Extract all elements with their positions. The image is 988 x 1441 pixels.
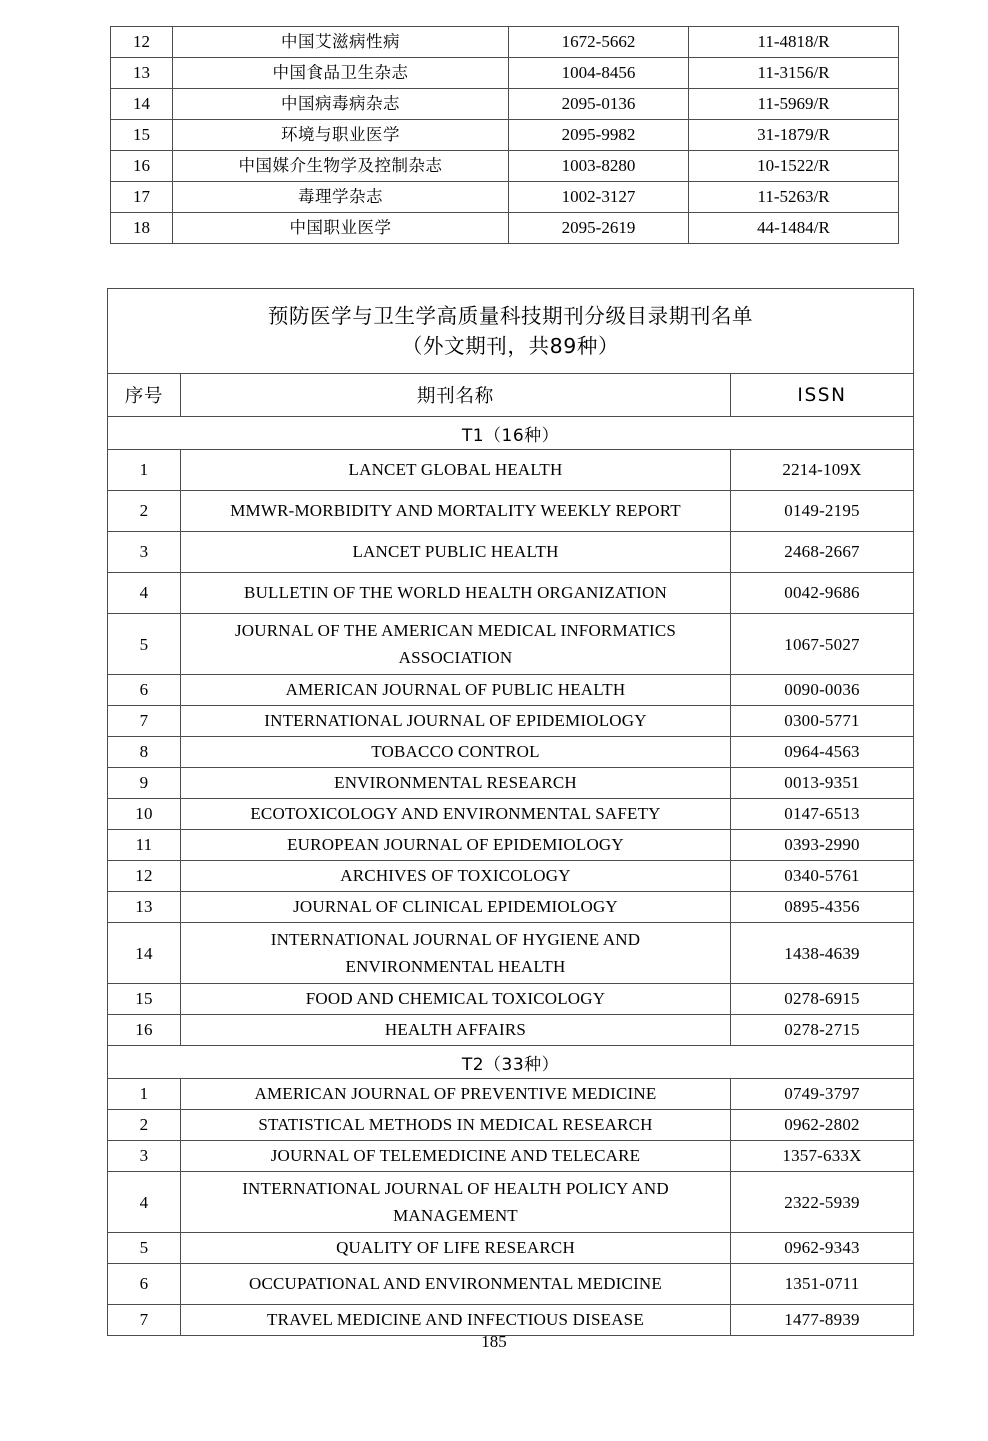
cell-no: 13 [111, 58, 173, 89]
cell-issn: 0962-9343 [731, 1233, 914, 1264]
table-row [111, 120, 899, 151]
chinese-journal-table-container [110, 26, 898, 244]
cell-issn: 0147-6513 [731, 799, 914, 830]
cell-journal-name [181, 923, 731, 984]
journal-name-line1: AMERICAN JOURNAL OF PREVENTIVE MEDICINE [254, 1084, 657, 1103]
table-row [108, 450, 914, 491]
cell-issn: 0042-9686 [731, 573, 914, 614]
journal-name-line1: INTERNATIONAL JOURNAL OF HEALTH POLICY AND [242, 1179, 669, 1198]
journal-name-line2: ENVIRONMENTAL HEALTH [345, 957, 566, 976]
cell-journal-name [181, 1079, 731, 1110]
table-row [111, 213, 899, 244]
table-row [108, 491, 914, 532]
section-header-t2: T2（33种） [108, 1046, 914, 1079]
cell-no: 15 [111, 120, 173, 151]
cell-journal-name [181, 450, 731, 491]
journal-name-line1: BULLETIN OF THE WORLD HEALTH ORGANIZATION [244, 583, 667, 602]
table-row [108, 573, 914, 614]
table-row [111, 58, 899, 89]
journal-name-line1: LANCET PUBLIC HEALTH [352, 542, 559, 561]
table-row [108, 1305, 914, 1336]
journal-name-line1: QUALITY OF LIFE RESEARCH [336, 1238, 575, 1257]
cell-journal-name [181, 737, 731, 768]
table-row [108, 830, 914, 861]
cell-no: 16 [108, 1015, 181, 1046]
cell-no: 6 [108, 675, 181, 706]
journal-name-line1: FOOD AND CHEMICAL TOXICOLOGY [305, 989, 606, 1008]
journal-name-line2: MANAGEMENT [393, 1206, 518, 1225]
cell-issn: 0090-0036 [731, 675, 914, 706]
cell-cn: 11-3156/R [689, 58, 899, 89]
table-title-line1: 预防医学与卫生学高质量科技期刊分级目录期刊名单 [267, 304, 754, 328]
table-row [108, 923, 914, 984]
cell-name: 中国病毒病杂志 [173, 89, 509, 120]
cell-journal-name [181, 1015, 731, 1046]
journal-name-line1: ARCHIVES OF TOXICOLOGY [340, 866, 571, 885]
cell-journal-name [181, 532, 731, 573]
cell-journal-name [181, 1141, 731, 1172]
cell-journal-name [181, 1172, 731, 1233]
cell-journal-name [181, 1264, 731, 1305]
cell-no: 2 [108, 491, 181, 532]
cell-no: 16 [111, 151, 173, 182]
cell-cn: 31-1879/R [689, 120, 899, 151]
cell-no: 10 [108, 799, 181, 830]
journal-name-line1: HEALTH AFFAIRS [384, 1020, 527, 1039]
cell-issn: 1003-8280 [509, 151, 689, 182]
journal-name-line1: EUROPEAN JOURNAL OF EPIDEMIOLOGY [287, 835, 624, 854]
page-number: 185 [481, 1332, 507, 1351]
cell-cn: 10-1522/R [689, 151, 899, 182]
cell-issn: 0749-3797 [731, 1079, 914, 1110]
table-row [108, 1172, 914, 1233]
cell-issn: 1438-4639 [731, 923, 914, 984]
table-row [108, 984, 914, 1015]
cell-no: 5 [108, 614, 181, 675]
cell-journal-name [181, 491, 731, 532]
cell-no: 15 [108, 984, 181, 1015]
journal-name-line1: STATISTICAL METHODS IN MEDICAL RESEARCH [258, 1115, 653, 1134]
cell-no: 2 [108, 1110, 181, 1141]
cell-issn: 2468-2667 [731, 532, 914, 573]
table-row [108, 768, 914, 799]
cell-issn: 0278-2715 [731, 1015, 914, 1046]
foreign-journal-table-container [107, 288, 913, 1336]
journal-name-line1: ECOTOXICOLOGY AND ENVIRONMENTAL SAFETY [250, 804, 661, 823]
cell-no: 9 [108, 768, 181, 799]
cell-journal-name [181, 861, 731, 892]
cell-issn: 1004-8456 [509, 58, 689, 89]
cell-no: 4 [108, 1172, 181, 1233]
table-title-row [108, 289, 914, 374]
cell-journal-name [181, 573, 731, 614]
cell-journal-name [181, 706, 731, 737]
section-header-row-t1 [108, 417, 914, 450]
cell-cn: 11-4818/R [689, 27, 899, 58]
cell-journal-name [181, 1305, 731, 1336]
table-row [111, 182, 899, 213]
cell-name: 环境与职业医学 [173, 120, 509, 151]
t2-rows-body [108, 1079, 914, 1336]
section-header-t1: T1（16种） [108, 417, 914, 450]
cell-cn: 11-5969/R [689, 89, 899, 120]
cell-journal-name [181, 830, 731, 861]
section-header-row-t2 [108, 1046, 914, 1079]
cell-issn: 0964-4563 [731, 737, 914, 768]
column-header-name: 期刊名称 [181, 374, 731, 417]
cell-no: 17 [111, 182, 173, 213]
cell-issn: 0340-5761 [731, 861, 914, 892]
cell-no: 4 [108, 573, 181, 614]
table-row [108, 1141, 914, 1172]
column-header-row [108, 374, 914, 417]
cell-no: 3 [108, 532, 181, 573]
cell-journal-name [181, 614, 731, 675]
table-row [108, 1015, 914, 1046]
journal-name-line1: LANCET GLOBAL HEALTH [348, 460, 563, 479]
table-row [108, 1079, 914, 1110]
cell-no: 7 [108, 706, 181, 737]
cell-name: 中国职业医学 [173, 213, 509, 244]
journal-name-line1: MMWR-MORBIDITY AND MORTALITY WEEKLY REPORT [230, 501, 681, 520]
table-row [108, 532, 914, 573]
journal-name-line2: ASSOCIATION [398, 648, 513, 667]
cell-no: 11 [108, 830, 181, 861]
cell-journal-name [181, 1233, 731, 1264]
cell-issn: 0278-6915 [731, 984, 914, 1015]
table-row [111, 151, 899, 182]
cell-name: 中国食品卫生杂志 [173, 58, 509, 89]
journal-name-line1: JOURNAL OF THE AMERICAN MEDICAL INFORMATICS [234, 621, 677, 640]
table-row [108, 861, 914, 892]
table-row [108, 706, 914, 737]
journal-name-line1: JOURNAL OF TELEMEDICINE AND TELECARE [270, 1146, 641, 1165]
cell-name: 中国艾滋病性病 [173, 27, 509, 58]
cell-cn: 11-5263/R [689, 182, 899, 213]
table-title-cell [108, 289, 914, 374]
cell-no: 6 [108, 1264, 181, 1305]
table-row [111, 27, 899, 58]
column-header-no: 序号 [108, 374, 181, 417]
cell-no: 18 [111, 213, 173, 244]
t1-rows-body [108, 450, 914, 1046]
journal-name-line1: AMERICAN JOURNAL OF PUBLIC HEALTH [285, 680, 626, 699]
table-row [108, 1110, 914, 1141]
cell-issn: 0300-5771 [731, 706, 914, 737]
table-row [108, 614, 914, 675]
cell-journal-name [181, 984, 731, 1015]
journal-name-line1: TOBACCO CONTROL [371, 742, 540, 761]
cell-no: 1 [108, 1079, 181, 1110]
journal-name-line1: JOURNAL OF CLINICAL EPIDEMIOLOGY [293, 897, 618, 916]
table-row [108, 892, 914, 923]
cell-cn: 44-1484/R [689, 213, 899, 244]
cell-issn: 2095-0136 [509, 89, 689, 120]
cell-issn: 0013-9351 [731, 768, 914, 799]
cell-no: 14 [108, 923, 181, 984]
cell-issn: 0149-2195 [731, 491, 914, 532]
cell-no: 7 [108, 1305, 181, 1336]
cell-journal-name [181, 892, 731, 923]
table-row [108, 1264, 914, 1305]
chinese-journal-table [110, 26, 899, 244]
cell-issn: 2095-9982 [509, 120, 689, 151]
cell-journal-name [181, 768, 731, 799]
cell-name: 中国媒介生物学及控制杂志 [173, 151, 509, 182]
cell-issn: 0895-4356 [731, 892, 914, 923]
table-title-line2: （外文期刊，共89种） [401, 334, 620, 358]
table-row [108, 799, 914, 830]
cell-no: 12 [111, 27, 173, 58]
chinese-journal-table-body [111, 27, 899, 244]
table-row [108, 737, 914, 768]
journal-name-line1: OCCUPATIONAL AND ENVIRONMENTAL MEDICINE [248, 1274, 662, 1293]
cell-issn: 1357-633X [731, 1141, 914, 1172]
journal-name-line1: INTERNATIONAL JOURNAL OF EPIDEMIOLOGY [264, 711, 647, 730]
table-row [108, 1233, 914, 1264]
cell-issn: 1351-0711 [731, 1264, 914, 1305]
cell-issn: 2214-109X [731, 450, 914, 491]
cell-no: 8 [108, 737, 181, 768]
table-row [108, 675, 914, 706]
journal-name-line1: ENVIRONMENTAL RESEARCH [334, 773, 577, 792]
cell-issn: 1067-5027 [731, 614, 914, 675]
cell-journal-name [181, 675, 731, 706]
cell-no: 13 [108, 892, 181, 923]
foreign-journal-table [107, 288, 914, 1336]
cell-no: 3 [108, 1141, 181, 1172]
cell-issn: 0962-2802 [731, 1110, 914, 1141]
cell-issn: 0393-2990 [731, 830, 914, 861]
cell-issn: 1672-5662 [509, 27, 689, 58]
cell-issn: 2322-5939 [731, 1172, 914, 1233]
column-header-issn: ISSN [731, 374, 914, 417]
cell-no: 5 [108, 1233, 181, 1264]
journal-name-line1: TRAVEL MEDICINE AND INFECTIOUS DISEASE [267, 1310, 644, 1329]
cell-journal-name [181, 799, 731, 830]
table-row [111, 89, 899, 120]
cell-name: 毒理学杂志 [173, 182, 509, 213]
cell-no: 1 [108, 450, 181, 491]
cell-journal-name [181, 1110, 731, 1141]
cell-no: 14 [111, 89, 173, 120]
journal-name-line1: INTERNATIONAL JOURNAL OF HYGIENE AND [270, 930, 641, 949]
cell-issn: 1477-8939 [731, 1305, 914, 1336]
cell-no: 12 [108, 861, 181, 892]
cell-issn: 2095-2619 [509, 213, 689, 244]
cell-issn: 1002-3127 [509, 182, 689, 213]
